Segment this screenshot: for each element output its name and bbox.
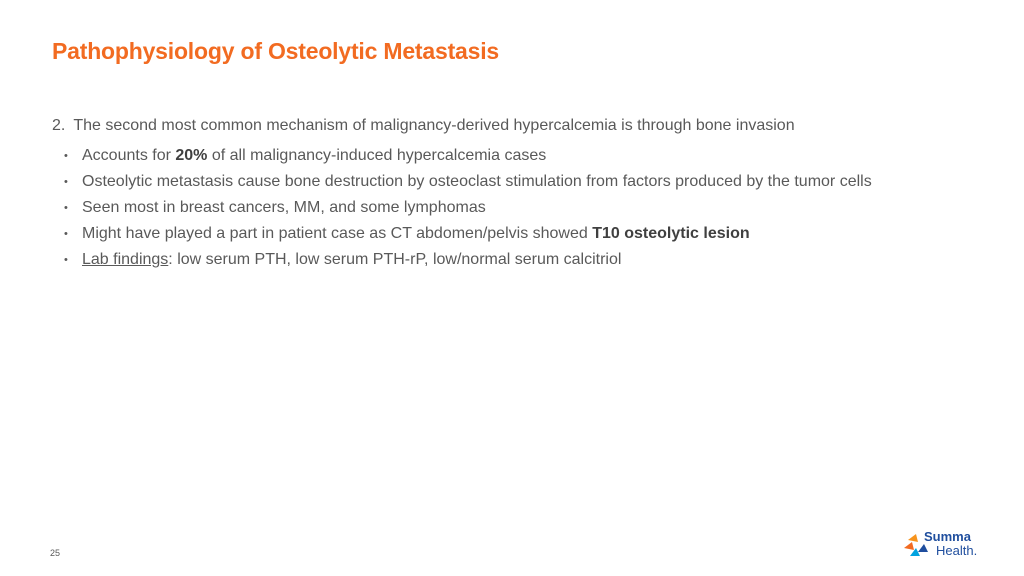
bullet-text: Accounts for: [82, 147, 176, 164]
bullet-underlined-text: Lab findings: [82, 251, 169, 268]
bullet-dot: •: [64, 228, 68, 240]
bullet-dot: •: [64, 150, 68, 162]
logo-wordmark: [924, 530, 977, 558]
bullet-dot: •: [64, 254, 68, 266]
bullet-dot: •: [64, 202, 68, 214]
bullet-item: [64, 143, 872, 169]
bullet-bold-text: 20%: [175, 147, 208, 164]
main-point-text: The second most common mechanism of malignancy-derived hypercalcemia is through bone invasion: [73, 117, 795, 134]
bullet-item: [64, 247, 872, 273]
bullet-text: of all malignancy-induced hypercalcemia cases: [207, 147, 547, 164]
bullet-text: Seen most in breast cancers, MM, and some lymphomas: [82, 199, 486, 216]
logo-line-1: Summa: [924, 529, 971, 544]
logo-line-2: Health.: [936, 543, 978, 558]
bullet-bold-text: T10 osteolytic lesion: [592, 225, 750, 242]
bullet-text: Osteolytic metastasis cause bone destruction by osteoclast stimulation from factors produced by the tumor cells: [82, 173, 872, 190]
main-point-number: 2.: [52, 117, 66, 134]
bullet-item: [64, 195, 872, 221]
summa-health-logo: [902, 528, 982, 564]
bullet-dot: •: [64, 176, 68, 188]
main-point: [52, 117, 795, 135]
bullet-text: : low serum PTH, low serum PTH-rP, low/normal serum calcitriol: [168, 251, 622, 268]
bullet-text: Might have played a part in patient case as CT abdomen/pelvis showed: [82, 225, 593, 242]
slide-title: Pathophysiology of Osteolytic Metastasis: [52, 38, 499, 64]
bullet-item: [64, 221, 872, 247]
bullet-item: [64, 169, 872, 195]
bullet-list: [64, 143, 872, 273]
page-number: 25: [50, 548, 61, 558]
